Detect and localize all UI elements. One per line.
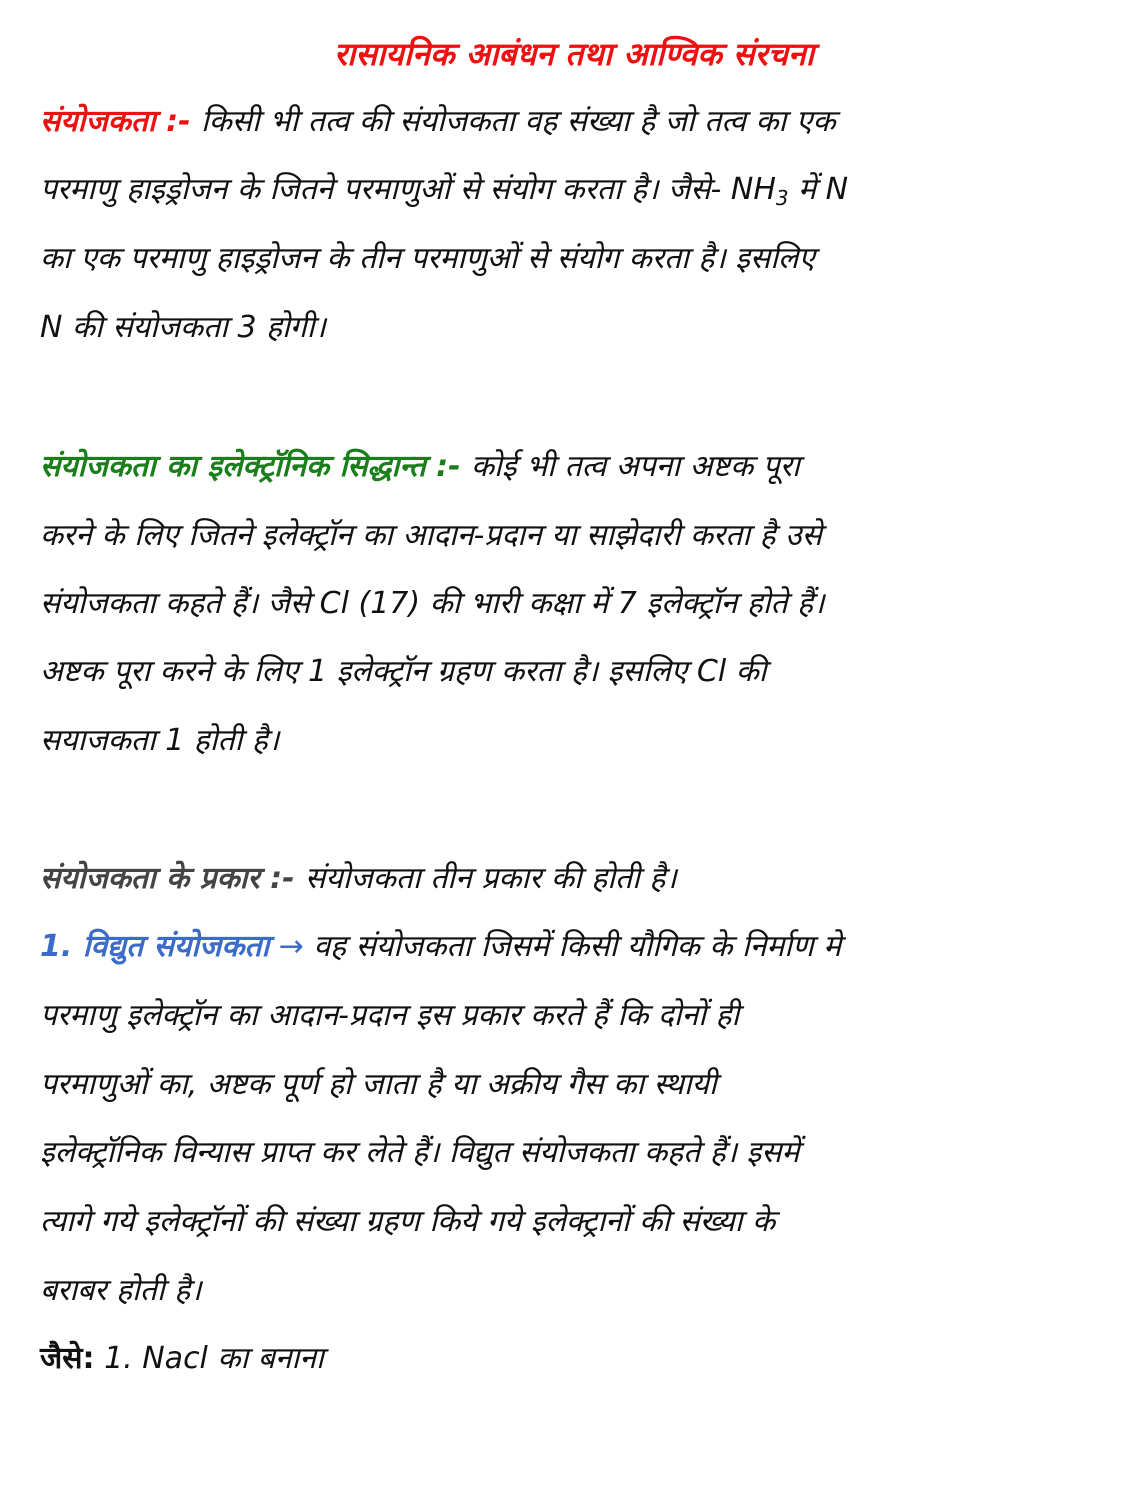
section-electrovalency-line-3: परमाणुओं का, अष्टक पूर्ण हो जाता है या अक्रीय गैस का स्थायी [40, 1067, 717, 1102]
section-electrovalency-line-6: बराबर होती है। [40, 1273, 202, 1308]
paragraph-text: संयोजकता तीन प्रकार की होती है। [305, 861, 677, 896]
section-electronic-theory-line-3: संयोजकता कहते हैं। जैसे Cl (17) की भारी कक्षा में 7 इलेक्ट्रॉन होते हैं। [40, 586, 825, 621]
section-electrovalency-line-5: त्यागे गये इलेक्ट्रॉनों की संख्या ग्रहण किये गये इलेक्ट्रानों की संख्या के [40, 1204, 776, 1239]
example-line [40, 1335, 324, 1383]
section-heading-valency-types: संयोजकता के प्रकार [40, 861, 260, 896]
section-electronic-theory-line-4: अष्टक पूरा करने के लिए 1 इलेक्ट्रॉन ग्रहण करता है। इसलिए Cl की [40, 654, 767, 689]
section-electronic-theory-line-2: करने के लिए जितने इलेक्ट्रॉन का आदान-प्रदान या साझेदारी करता है उसे [40, 518, 822, 553]
section-electrovalency-line-1 [40, 923, 841, 971]
section-valency-line-2 [40, 166, 848, 214]
paragraph-text: कोई भी तत्व अपना अष्टक पूरा [471, 449, 800, 484]
example-text: 1. Nacl का बनाना [94, 1341, 324, 1376]
heading-separator: :- [155, 104, 201, 139]
section-electrovalency-line-2: परमाणु इलेक्ट्रॉन का आदान-प्रदान इस प्रकार करते हैं कि दोनों ही [40, 998, 740, 1033]
section-valency-line-1 [40, 98, 836, 146]
paragraph-text: में N [788, 172, 849, 207]
paragraph-text: परमाणु हाइड्रोजन के जितने परमाणुओं से संयोग करता है। जैसे- NH [40, 172, 776, 207]
section-electrovalency-line-4: इलेक्ट्रॉनिक विन्यास प्राप्त कर लेते हैं। विद्युत संयोजकता कहते हैं। इसमें [40, 1135, 800, 1170]
section-heading-electrovalency: 1. विद्युत संयोजकता [40, 929, 270, 964]
heading-separator: :- [259, 861, 306, 896]
paragraph-text: वह संयोजकता जिसमें किसी यौगिक के निर्माण मे [313, 929, 842, 964]
arrow-icon: → [269, 929, 314, 964]
example-label: जैसे: [40, 1341, 95, 1376]
section-valency-line-3: का एक परमाणु हाइड्रोजन के तीन परमाणुओं से संयोग करता है। इसलिए [40, 241, 815, 276]
section-valency-types-line-1 [40, 855, 677, 903]
section-heading-electronic-theory: संयोजकता का इलेक्ट्रॉनिक सिद्धान्त [40, 449, 426, 484]
paragraph-text: किसी भी तत्व की संयोजकता वह संख्या है जो तत्व का एक [200, 104, 836, 139]
subscript-3: 3 [775, 186, 789, 210]
section-heading-valency: संयोजकता [40, 104, 156, 139]
document-title: रासायनिक आबंधन तथा आण्विक संरचना [333, 35, 815, 73]
heading-separator: :- [425, 449, 472, 484]
section-electronic-theory-line-5: सयाजकता 1 होती है। [40, 723, 280, 758]
section-electronic-theory-line-1 [40, 443, 800, 491]
section-valency-line-4: N की संयोजकता 3 होगी। [40, 310, 326, 345]
